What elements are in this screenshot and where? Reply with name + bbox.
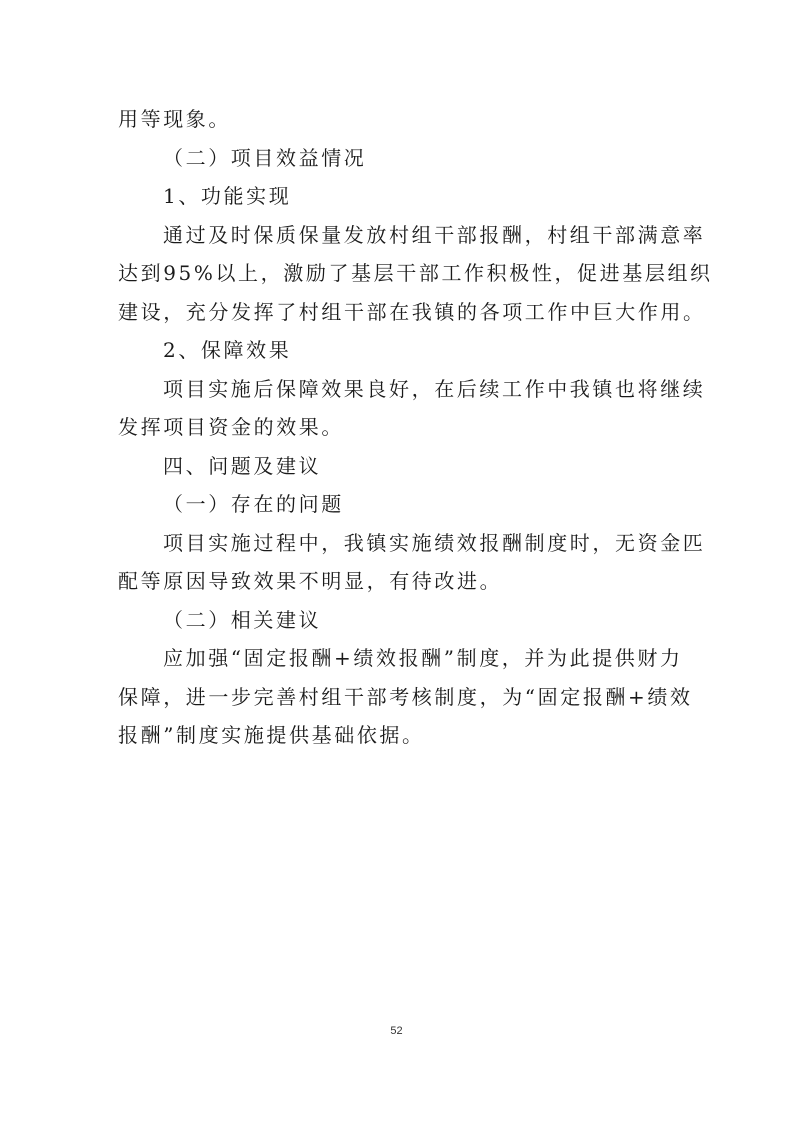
paragraph-line: 配等原因导致效果不明显，有待改进。 (118, 569, 503, 593)
page-number: 52 (390, 1025, 403, 1037)
document-body (118, 100, 713, 755)
paragraph-line: 报酬”制度实施提供基础依据。 (118, 723, 425, 747)
paragraph-line-continuation: 用等现象。 (118, 107, 231, 131)
subheading-related-suggestions: （二）相关建议 (163, 607, 322, 632)
subheading-existing-problems: （一）存在的问题 (163, 492, 344, 516)
paragraph-line: 应加强“固定报酬+绩效报酬”制度，并为此提供财力 (163, 646, 683, 670)
subheading-function-realization: 1、功能实现 (163, 184, 292, 208)
paragraph-line: 通过及时保质保量发放村组干部报酬，村组干部满意率 (163, 222, 706, 247)
paragraph-line: 项目实施过程中，我镇实施绩效报酬制度时，无资金匹 (163, 530, 706, 555)
paragraph-line: 发挥项目资金的效果。 (118, 415, 344, 439)
paragraph-line: 建设，充分发挥了村组干部在我镇的各项工作中巨大作用。 (118, 299, 706, 324)
subheading-guarantee-effect: 2、保障效果 (163, 338, 292, 362)
paragraph-line: 达到95%以上，激励了基层干部工作积极性，促进基层组织 (118, 261, 713, 285)
section-heading-problems-suggestions: 四、问题及建议 (163, 453, 322, 478)
subheading-project-benefits: （二）项目效益情况 (163, 145, 367, 170)
paragraph-line: 项目实施后保障效果良好，在后续工作中我镇也将继续 (163, 376, 706, 401)
paragraph-line: 保障，进一步完善村组干部考核制度，为“固定报酬+绩效 (118, 684, 693, 709)
